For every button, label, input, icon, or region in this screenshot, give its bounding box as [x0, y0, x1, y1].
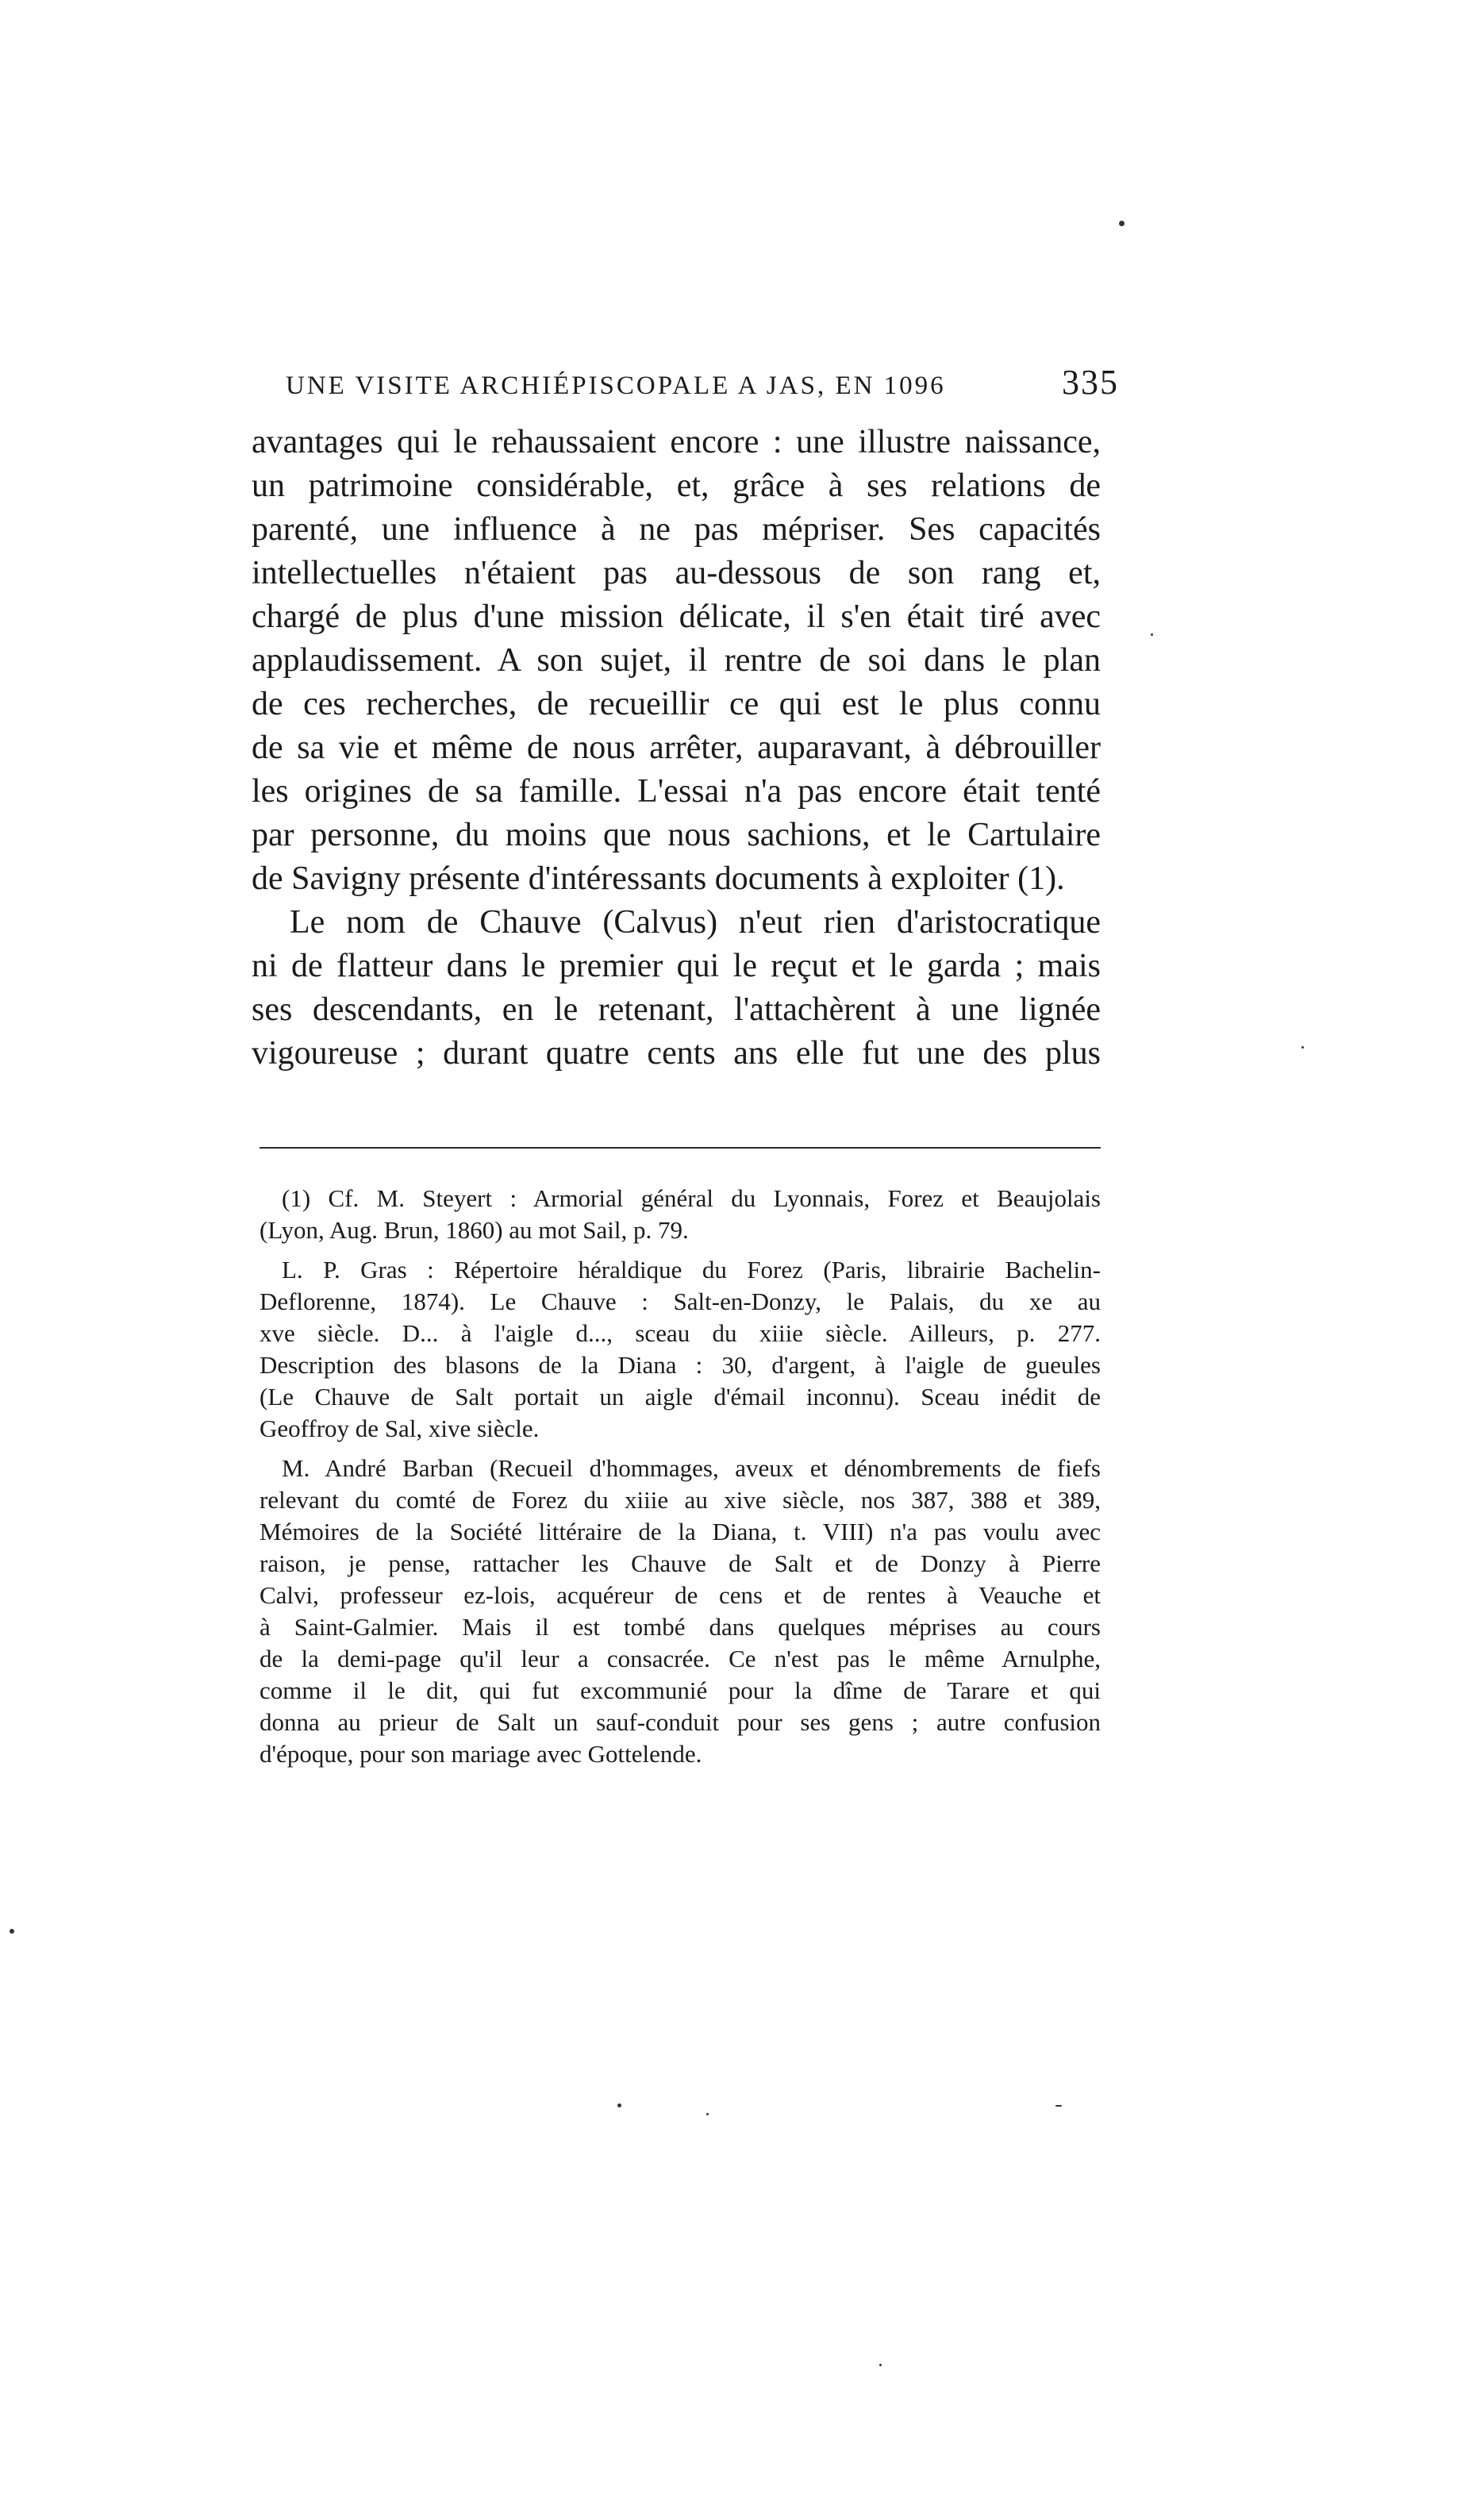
footnote-line: donna au prieur de Salt un sauf-conduit pour ses gens ; autre confusion: [260, 1708, 1101, 1736]
footnote-line: relevant du comté de Forez du xiiie au xive siècle, nos 387, 388 et 389,: [260, 1486, 1101, 1514]
body-line: par personne, du moins que nous sachions, et le Cartulaire: [252, 817, 1101, 853]
body-line: de ces recherches, de recueillir ce qui est le plus connu: [252, 686, 1101, 722]
body-line: les origines de sa famille. L'essai n'a pas encore était tenté: [252, 773, 1101, 810]
footnote-line: raison, je pense, rattacher les Chauve de Salt et de Donzy à Pierre: [260, 1549, 1101, 1577]
body-line: Le nom de Chauve (Calvus) n'eut rien d'aristocratique: [290, 904, 1101, 941]
body-line: ni de flatteur dans le premier qui le reçut et le garda ; mais: [252, 948, 1101, 984]
body-line: avantages qui le rehaussaient encore : une illustre naissance,: [252, 424, 1101, 460]
body-line: applaudissement. A son sujet, il rentre de soi dans le plan: [252, 642, 1101, 679]
footnote-line: d'époque, pour son mariage avec Gottelende.: [260, 1740, 702, 1768]
body-line: chargé de plus d'une mission délicate, il s'en était tiré avec: [252, 598, 1101, 635]
scan-speck: [617, 2103, 621, 2107]
running-head: [286, 362, 1119, 410]
body-line: de Savigny présente d'intéressants documents à exploiter (1).: [252, 860, 1065, 897]
footnote-line: Geoffroy de Sal, xive siècle.: [260, 1414, 540, 1442]
footnote-line: Mémoires de la Société littéraire de la Diana, t. VIII) n'a pas voulu avec: [260, 1518, 1101, 1545]
scan-speck: [879, 2364, 882, 2366]
footnotes: [260, 1183, 1101, 1770]
footnote-line: M. André Barban (Recueil d'hommages, aveux et dénombrements de fiefs: [282, 1454, 1101, 1482]
body-line: intellectuelles n'étaient pas au-dessous de son rang et,: [252, 555, 1101, 591]
footnote-line: comme il le dit, qui fut excommunié pour la dîme de Tarare et qui: [260, 1676, 1101, 1704]
footnote-line: Calvi, professeur ez-lois, acquéreur de cens et de rentes à Veauche et: [260, 1581, 1101, 1609]
scan-speck: [1301, 1046, 1304, 1049]
footnote-line: xve siècle. D... à l'aigle d..., sceau du xiiie siècle. Ailleurs, p. 277.: [260, 1319, 1101, 1347]
running-title: UNE VISITE ARCHIÉPISCOPALE A JAS, EN 1096: [286, 371, 946, 400]
page-number: 335: [1062, 363, 1119, 402]
footnote-line: de la demi-page qu'il leur a consacrée. Ce n'est pas le même Arnulphe,: [260, 1645, 1101, 1672]
body-text: [252, 421, 1101, 1076]
footnote-line: Description des blasons de la Diana : 30, d'argent, à l'aigle de gueules: [260, 1351, 1101, 1379]
footnote-rule: [260, 1147, 1101, 1149]
scan-speck: [10, 1929, 14, 1934]
body-line: de sa vie et même de nous arrêter, auparavant, à débrouiller: [252, 729, 1101, 766]
body-line: parenté, une influence à ne pas mépriser. Ses capacités: [252, 511, 1101, 548]
scan-speck: [1151, 633, 1153, 636]
scan-speck: [1119, 221, 1125, 226]
footnote-line: (Lyon, Aug. Brun, 1860) au mot Sail, p. 79.: [260, 1216, 689, 1244]
footnote-line: L. P. Gras : Répertoire héraldique du Forez (Paris, librairie Bachelin-: [282, 1256, 1101, 1284]
footnote-line: (Le Chauve de Salt portait un aigle d'émail inconnu). Sceau inédit de: [260, 1383, 1101, 1411]
scan-speck: [1055, 2105, 1062, 2107]
body-line: ses descendants, en le retenant, l'attachèrent à une lignée: [252, 991, 1101, 1028]
footnote-line: Deflorenne, 1874). Le Chauve : Salt-en-Donzy, le Palais, du xe au: [260, 1287, 1101, 1315]
scan-speck: [706, 2113, 709, 2115]
footnote-line: (1) Cf. M. Steyert : Armorial général du Lyonnais, Forez et Beaujolais: [282, 1184, 1101, 1212]
footnote-line: à Saint-Galmier. Mais il est tombé dans quelques méprises au cours: [260, 1613, 1101, 1641]
body-line: vigoureuse ; durant quatre cents ans elle fut une des plus: [252, 1035, 1101, 1072]
body-line: un patrimoine considérable, et, grâce à ses relations de: [252, 468, 1101, 504]
